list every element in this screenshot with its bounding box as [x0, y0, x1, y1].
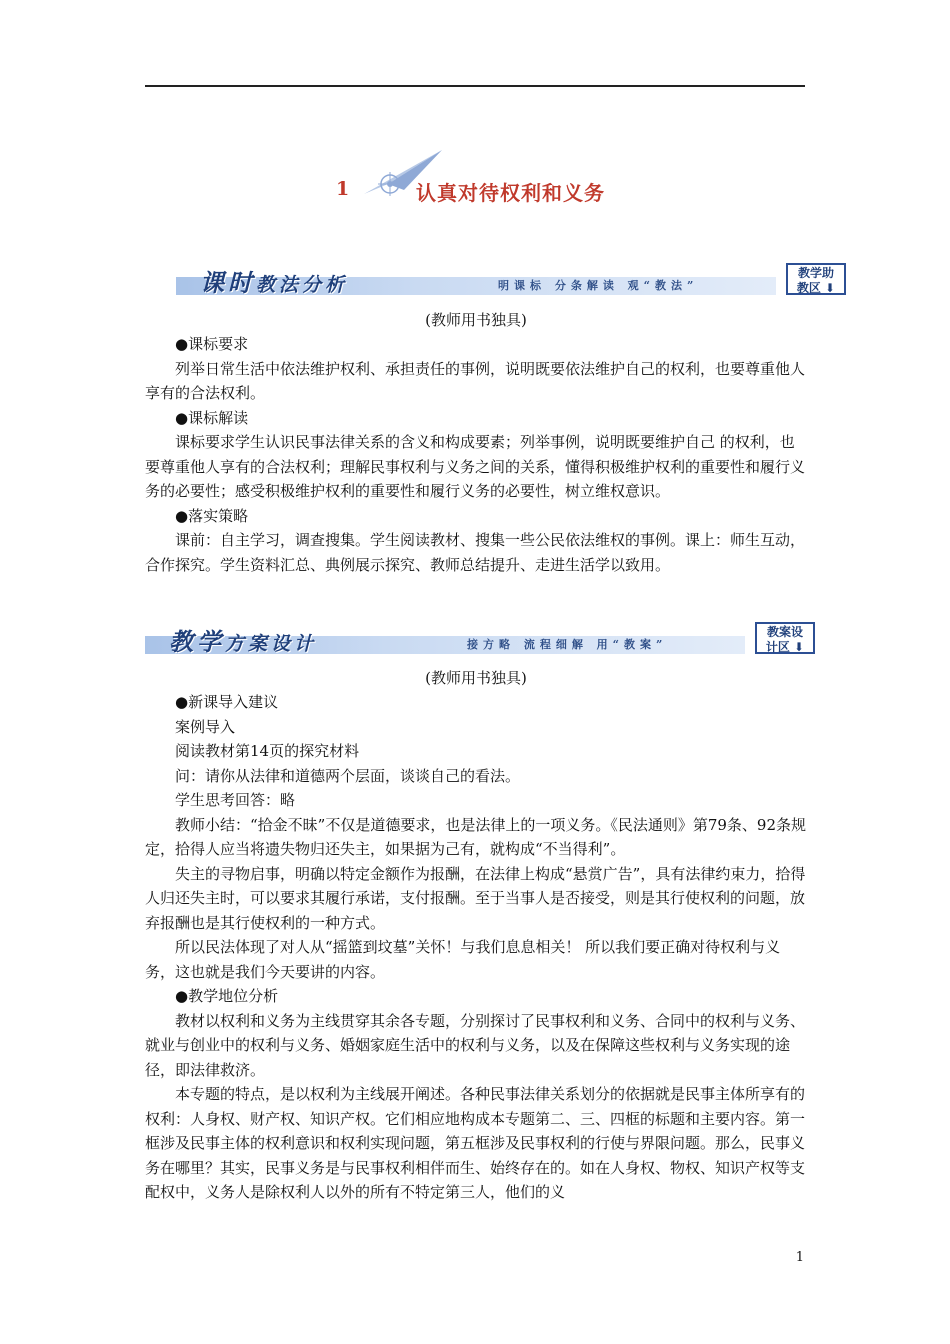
line: 问：请你从法律和道德两个层面，谈谈自己的看法。	[175, 766, 521, 785]
paragraph: 教师小结：“拾金不昧”不仅是道德要求，也是法律上的一项义务。《民法通则》第79条、92条规定，拾得人应当将遗失物归还失主，如果据为己有，就构成“不当得利”。	[145, 815, 807, 858]
banner-subtitle: 接方略 流程细解 用“教案”	[467, 638, 668, 651]
line: 学生思考回答：略	[175, 791, 296, 809]
banner-subtitle: 明课标 分条解读 观“教法”	[498, 279, 699, 292]
chapter-heading	[330, 150, 650, 210]
paragraph: 课前：自主学习，调查搜集。学生阅读教材、搜集一些公民依法维权的事例。课上：师生互动，合作探究。学生资料汇总、典例展示探究、教师总结提升、走进生活学以致用。	[145, 531, 806, 574]
paragraph: 列举日常生活中依法维护权利、承担责任的事例，说明既要依法维护自己的权利，也要尊重他人享有的合法权利。	[145, 359, 806, 402]
section-heading: ●教学地位分析	[175, 987, 279, 1005]
line: 案例导入	[175, 717, 236, 736]
teacher-only-note: (教师用书独具)	[425, 311, 527, 329]
banner-lesson-analysis	[176, 263, 846, 299]
chapter-number: 1	[336, 178, 350, 200]
page-number: 1	[795, 1250, 804, 1265]
paragraph: 课标要求学生认识民事法律关系的含义和构成要素；列举事例，说明既要维护自己 的权利，也要尊重他人享有的合法权利；理解民事权利与义务之间的关系，懂得积极维护权利的重要性和履行义务的必要性；感受积极维护权利的重要性和履行义务的必要性，树立维权意识。	[145, 433, 806, 500]
section-curriculum	[145, 332, 807, 577]
paragraph: 所以民法体现了对人从“摇篮到坟墓”关怀！与我们息息相关！ 所以我们要正确对待权利与义务，这也就是我们今天要讲的内容。	[145, 938, 781, 981]
header-rule	[145, 85, 805, 87]
section-heading: ●课标解读	[175, 408, 249, 427]
chapter-title: 认真对待权利和义务	[416, 181, 605, 205]
section-heading: ●新课导入建议	[175, 693, 279, 711]
teaching-aid-zone-button[interactable]: 教学助 教区 ⬇	[786, 263, 846, 295]
paragraph: 本专题的特点，是以权利为主线展开阐述。各种民事法律关系划分的依据就是民事主体所享有的权利：人身权、财产权、知识产权。它们相应地构成本专题第二、三、四框的标题和主要内容。第一框涉及民事主体的权利意识和权利实现问题，第五框涉及民事权利的行使与界限问题。那么，民事义务在哪里？其实，民事义务是与民事权利相伴而生、始终存在的。如在人身权、物权、知识产权等支配权中，义务人是除权利人以外的所有不特定第三人，他们的义	[145, 1085, 806, 1201]
paragraph: 教材以权利和义务为主线贯穿其余各专题，分别探讨了民事权利和义务、合同中的权利与义务、就业与创业中的权利与义务、婚姻家庭生活中的权利与义务，以及在保障这些权利与义务实现的途径，即法律救济。	[145, 1011, 806, 1079]
banner-heading: 教学方案设计	[169, 627, 318, 656]
section-heading: ●落实策略	[175, 506, 249, 525]
line: 阅读教材第14页的探究材料	[175, 742, 360, 760]
banner-plan-design	[145, 622, 815, 658]
banner-heading: 课时教法分析	[200, 268, 349, 297]
teacher-only-note: (教师用书独具)	[425, 669, 527, 687]
paragraph: 失主的寻物启事，明确以特定金额作为报酬，在法律上构成“悬赏广告”，具有法律约束力，拾得人归还失主时，可以要求其履行承诺，支付报酬。至于当事人是否接受，则是其行使权利的问题，放弃报酬也是其行使权利的一种方式。	[145, 864, 806, 932]
lesson-plan-zone-button[interactable]: 教案设 计区 ⬇	[755, 622, 815, 654]
section-lesson-plan	[145, 690, 807, 1205]
section-heading: ●课标要求	[175, 335, 249, 353]
